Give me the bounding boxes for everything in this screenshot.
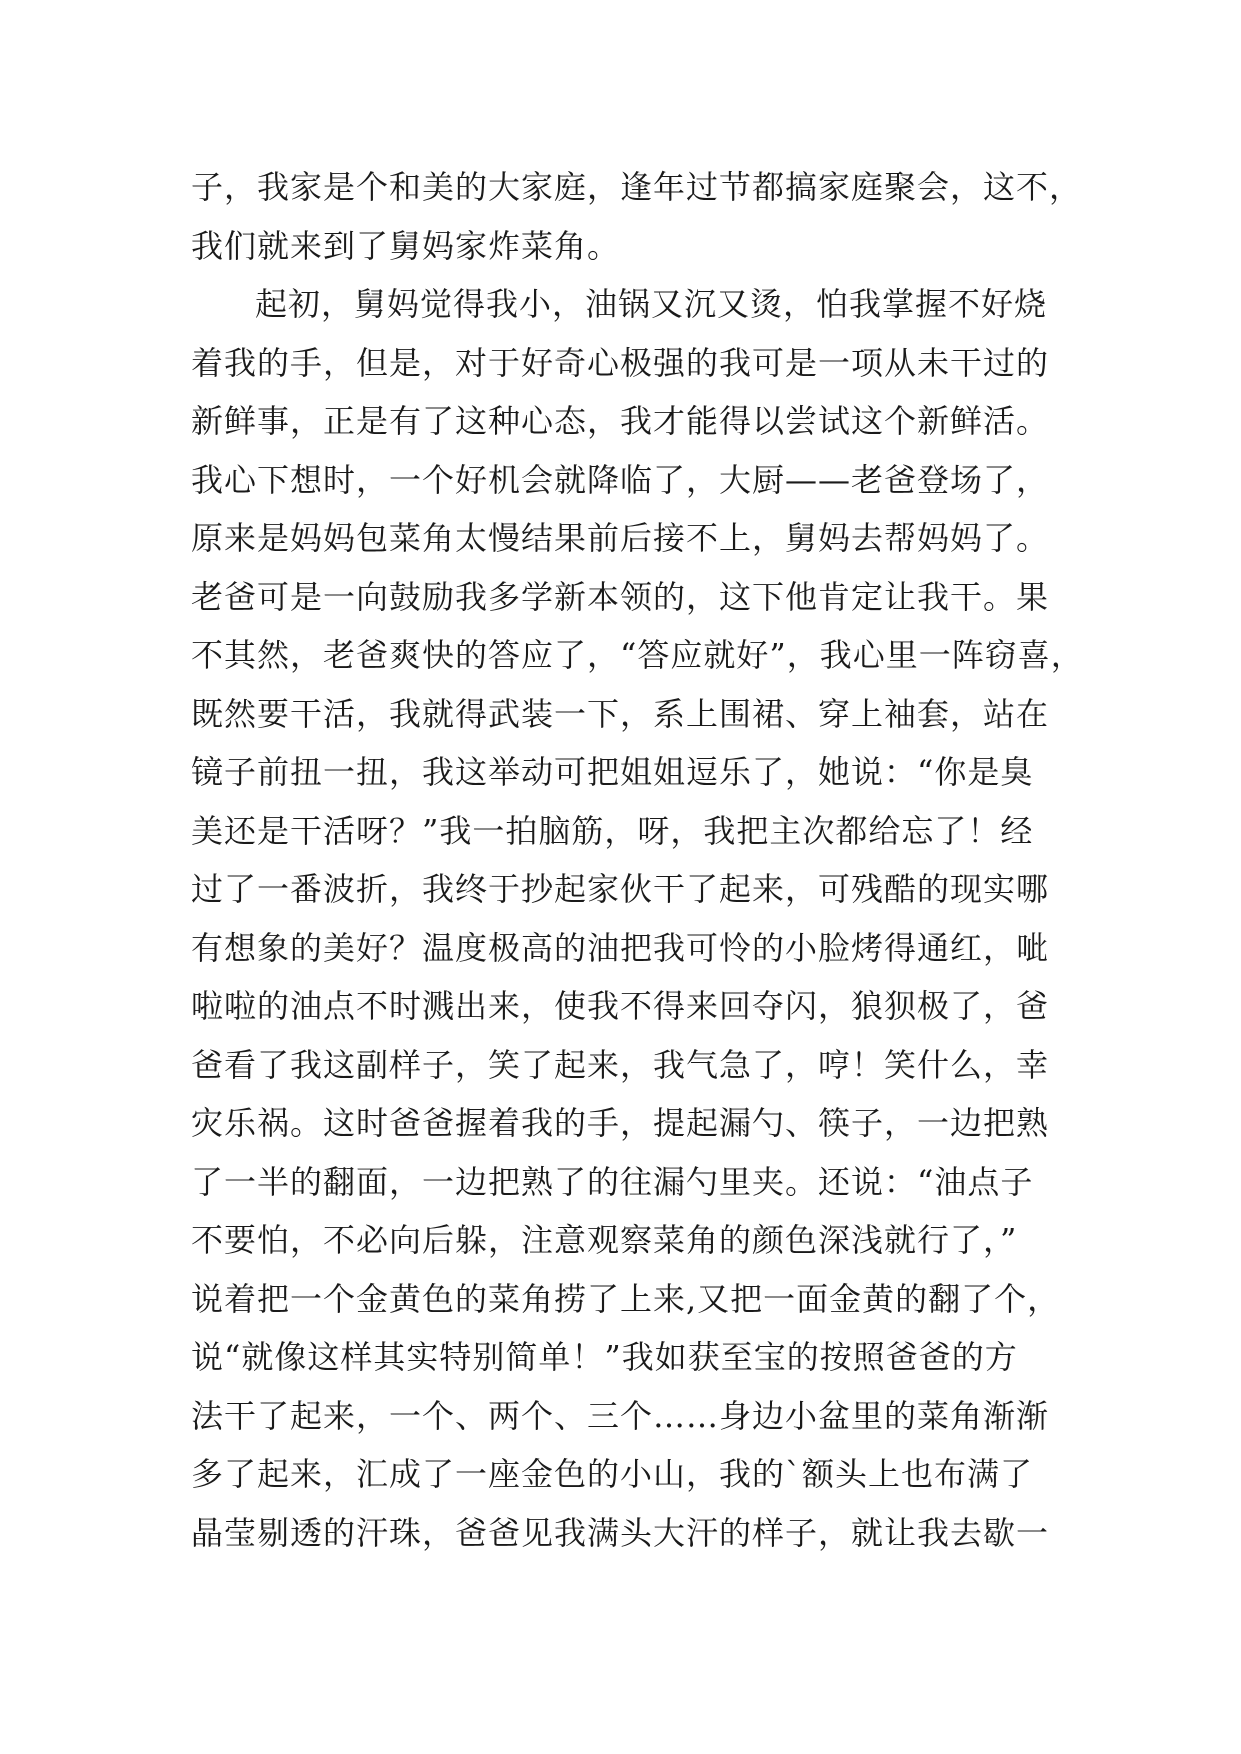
text-line: 法干了起来，一个、两个、三个……身边小盆里的菜角渐渐 [191, 1396, 1050, 1435]
text-line: 镜子前扭一扭，我这举动可把姐姐逗乐了，她说：“你是臭 [191, 753, 1034, 791]
paragraph-1 [191, 158, 1091, 275]
text-line: 说“就像这样其实特别简单！”我如获至宝的按照爸爸的方 [191, 1338, 1018, 1376]
text-line: 多了起来，汇成了一座金色的小山，我的`额头上也布满了 [191, 1455, 1034, 1493]
text-line: 美还是干活呀？”我一拍脑筋，呀，我把主次都给忘了！经 [191, 811, 1034, 850]
text-line: 原来是妈妈包菜角太慢结果前后接不上，舅妈去帮妈妈了。 [191, 519, 1050, 557]
text-line: 灾乐祸。这时爸爸握着我的手，提起漏勺、筷子，一边把熟 [191, 1104, 1050, 1142]
text-line: 说着把一个金黄色的菜角捞了上来,又把一面金黄的翻了个， [191, 1279, 1061, 1318]
text-line: 爸看了我这副样子，笑了起来，我气急了，哼！笑什么，幸 [191, 1045, 1050, 1084]
text-line: 我们就来到了舅妈家炸菜角。 [191, 226, 621, 265]
text-line: 老爸可是一向鼓励我多学新本领的，这下他肯定让我干。果 [191, 577, 1050, 616]
text-line: 我心下想时，一个好机会就降临了，大厨——老爸登场了， [191, 460, 1050, 499]
text-line: 起初，舅妈觉得我小，油锅又沉又烫，怕我掌握不好烧 [255, 285, 1048, 323]
text-line: 不要怕，不必向后躲，注意观察菜角的颜色深浅就行了，” [191, 1221, 1018, 1259]
text-line: 子，我家是个和美的大家庭，逢年过节都搞家庭聚会，这不， [191, 168, 1083, 206]
body-text [191, 158, 1091, 1562]
text-line: 新鲜事，正是有了这种心态，我才能得以尝试这个新鲜活。 [191, 402, 1050, 440]
text-line: 有想象的美好？温度极高的油把我可怜的小脸烤得通红，呲 [191, 928, 1050, 967]
text-line: 了一半的翻面，一边把熟了的往漏勺里夹。还说：“油点子 [191, 1162, 1034, 1201]
paragraph-2 [191, 275, 1091, 1562]
text-line: 晶莹剔透的汗珠，爸爸见我满头大汗的样子，就让我去歇一 [191, 1513, 1050, 1552]
text-line: 不其然，老爸爽快的答应了，“答应就好”，我心里一阵窃喜， [191, 636, 1084, 674]
text-line: 着我的手，但是，对于好奇心极强的我可是一项从未干过的 [191, 343, 1050, 382]
text-line: 既然要干活，我就得武装一下，系上围裙、穿上袖套，站在 [191, 694, 1050, 733]
text-line: 啦啦的油点不时溅出来，使我不得来回夺闪，狼狈极了，爸 [191, 987, 1050, 1025]
text-line: 过了一番波折，我终于抄起家伙干了起来，可残酷的现实哪 [191, 870, 1050, 908]
